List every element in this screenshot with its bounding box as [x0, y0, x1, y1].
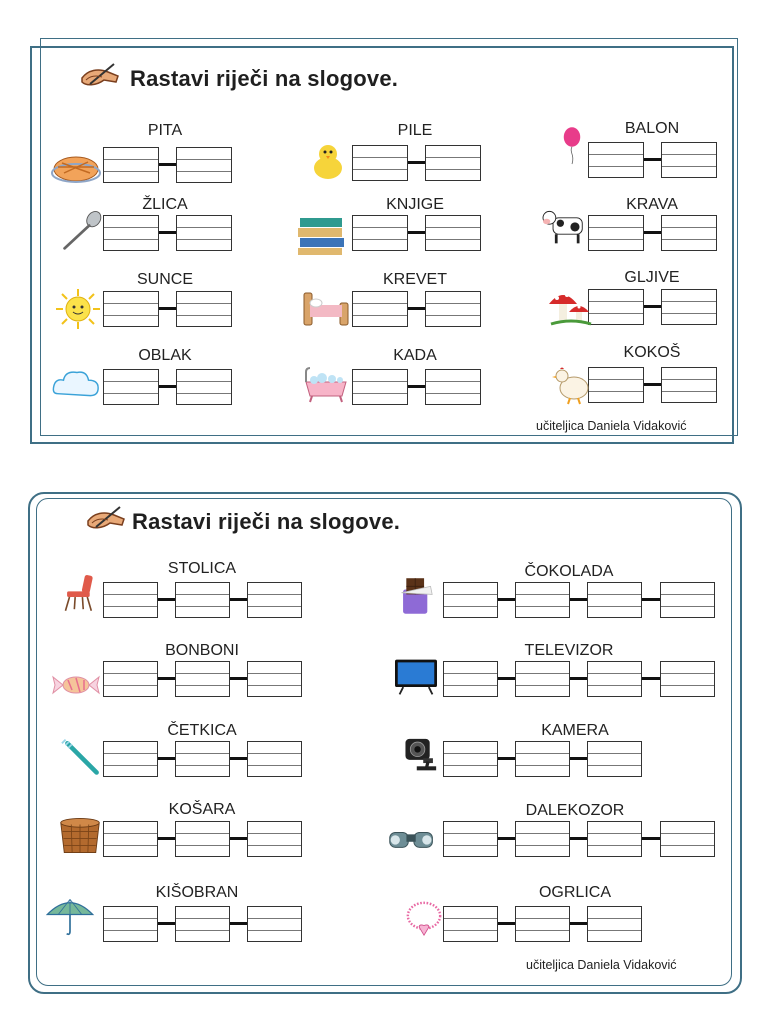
word-label: OGRLICA [538, 884, 611, 901]
word-label: KOKOŠ [623, 344, 681, 361]
page-title: Rastavi riječi na slogove. [130, 66, 399, 91]
syllable-boxes[interactable] [103, 215, 231, 253]
syllable-boxes[interactable] [352, 145, 480, 183]
page-title: Rastavi riječi na slogove. [132, 509, 401, 534]
word-label: KOŠARA [168, 801, 236, 818]
syllable-boxes[interactable] [443, 661, 717, 699]
bed-icon [300, 287, 352, 329]
syllable-boxes[interactable] [352, 369, 480, 407]
word-label: BALON [624, 120, 680, 137]
word-label: KIŠOBRAN [155, 884, 239, 901]
writing-hand-icon [78, 60, 122, 90]
word-label: STOLICA [167, 560, 237, 577]
toothbrush-icon [56, 736, 108, 778]
syllable-boxes[interactable] [443, 821, 717, 859]
chair-icon [54, 572, 106, 614]
cloud-icon [50, 364, 102, 406]
syllable-boxes[interactable] [103, 582, 303, 620]
syllable-boxes[interactable] [103, 821, 303, 859]
balloon-icon [546, 125, 598, 167]
word-label: BONBONI [165, 642, 239, 659]
word-label: DALEKOZOR [525, 802, 625, 819]
syllable-boxes[interactable] [588, 215, 716, 253]
chocolate-icon [390, 575, 442, 617]
word-label: KAMERA [541, 722, 609, 739]
syllable-boxes[interactable] [103, 906, 303, 944]
word-label: KREVET [382, 271, 447, 288]
candy-icon [50, 664, 102, 706]
syllable-boxes[interactable] [588, 289, 716, 327]
word-label: TELEVIZOR [524, 642, 614, 659]
syllable-boxes[interactable] [352, 215, 480, 253]
author-credit: učiteljica Daniela Vidaković [536, 419, 687, 433]
pie-icon [50, 145, 102, 187]
word-label: OBLAK [138, 347, 192, 364]
camera-icon [394, 734, 446, 776]
word-label: KRAVA [626, 196, 678, 213]
hen-icon [548, 364, 600, 406]
word-label: ČETKICA [167, 722, 237, 739]
necklace-icon [398, 898, 450, 940]
syllable-boxes[interactable] [103, 741, 303, 779]
syllable-boxes[interactable] [443, 741, 643, 779]
cow-icon [538, 205, 590, 247]
word-label: PILE [397, 122, 433, 139]
word-label: ŽLICA [142, 196, 188, 213]
basket-icon [54, 814, 106, 856]
spoon-icon [55, 210, 107, 252]
syllable-boxes[interactable] [443, 906, 643, 944]
word-label: ČOKOLADA [524, 563, 614, 580]
bathtub-icon [300, 364, 352, 406]
books-icon [296, 214, 348, 256]
chick-icon [302, 140, 354, 182]
umbrella-icon [44, 896, 96, 938]
syllable-boxes[interactable] [103, 147, 231, 185]
syllable-boxes[interactable] [103, 291, 231, 329]
writing-hand-icon [84, 503, 128, 533]
syllable-boxes[interactable] [103, 369, 231, 407]
binoculars-icon [386, 818, 438, 860]
author-credit: učiteljica Daniela Vidaković [526, 958, 677, 972]
sun-icon [52, 288, 104, 330]
syllable-boxes[interactable] [588, 142, 716, 180]
syllable-boxes[interactable] [588, 367, 716, 405]
syllable-boxes[interactable] [443, 582, 717, 620]
syllable-boxes[interactable] [103, 661, 303, 699]
word-label: SUNCE [136, 271, 193, 288]
word-label: PITA [147, 122, 183, 139]
syllable-boxes[interactable] [352, 291, 480, 329]
word-label: KADA [393, 347, 437, 364]
tv-icon [390, 656, 442, 698]
word-label: KNJIGE [386, 196, 444, 213]
word-label: GLJIVE [624, 269, 680, 286]
mushroom-icon [545, 286, 597, 328]
